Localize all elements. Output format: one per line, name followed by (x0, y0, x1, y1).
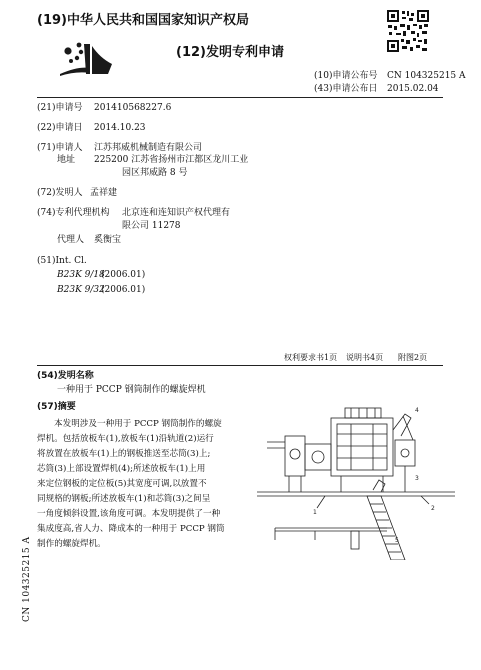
invention-title-label: (54)发明名称 (37, 371, 94, 381)
invention-title: 一种用于 PCCP 钢筒制作的螺旋焊机 (57, 385, 206, 395)
address-line-1: 225200 江苏省扬州市江都区龙川工业 (94, 155, 249, 165)
ipc-label: (51)Int. Cl. (37, 256, 87, 266)
abstract-line: 一角度倾斜设置,该角度可调。本发明提供了一种 (37, 509, 221, 519)
agency-line-1: 北京连和连知识产权代理有 (122, 208, 231, 218)
abstract-body (37, 417, 225, 552)
publication-date: 2015.02.04 (387, 84, 439, 94)
ipc-version-2: (2006.01) (101, 285, 146, 295)
abstract-line: 芯筒(3)上部设置焊机(4);所述放板车(1)上用 (37, 464, 206, 474)
description-pages: 说明书4页 (346, 353, 384, 362)
drawing-label: 2 (431, 505, 435, 512)
header-divider (37, 97, 443, 98)
office-name: (19)中华人民共和国国家知识产权局 (37, 13, 249, 28)
abstract-line: 同规格的钢板;所述放板车(1)和芯筒(3)之间呈 (37, 494, 211, 504)
document-kind: (12)发明专利申请 (176, 45, 284, 60)
drawings-pages: 附图2页 (398, 353, 428, 362)
ipc-code-1: B23K 9/18 (57, 270, 105, 280)
abstract-drawing (255, 400, 455, 560)
applicant-label: (71)申请人 (37, 143, 83, 153)
publication-number-label: (10)申请公布号 (314, 71, 378, 81)
inventor-label: (72)发明人 (37, 188, 83, 198)
inventor: 孟祥建 (90, 188, 118, 198)
filing-date: 2014.10.23 (94, 123, 146, 133)
abstract-line: 制作的螺旋焊机。 (37, 539, 106, 549)
drawing-label: 1 (313, 509, 317, 516)
publication-number: CN 104325215 A (387, 71, 466, 81)
ipc-code-2: B23K 9/32 (57, 285, 105, 295)
publication-date-label: (43)申请公布日 (314, 84, 378, 94)
drawing-label: 5 (395, 537, 399, 544)
agency-line-2: 限公司 11278 (122, 221, 181, 231)
abstract-label: (57)摘要 (37, 402, 76, 412)
abstract-line: 本发明涉及一种用于 PCCP 钢筒制作的螺旋 (54, 419, 222, 429)
address-label: 地址 (57, 155, 76, 165)
patent-office-emblem-icon (56, 40, 116, 78)
application-number: 201410568227.6 (94, 103, 172, 113)
application-number-label: (21)申请号 (37, 103, 83, 113)
filing-date-label: (22)申请日 (37, 123, 83, 133)
side-publication-number: CN 104325215 A (22, 536, 32, 622)
drawing-label: 3 (415, 475, 419, 482)
qr-code-icon (386, 9, 430, 53)
drawing-label: 4 (415, 407, 419, 414)
agent: 奚衡宝 (94, 235, 122, 245)
abstract-line: 集成度高,省人力、降成本的一种用于 PCCP 钢筒 (37, 524, 225, 534)
address-line-2: 园区邦威路 8 号 (122, 168, 188, 178)
claims-pages: 权利要求书1页 (284, 353, 338, 362)
abstract-line: 将放置在放板车(1)上的钢板推送至芯筒(3)上; (37, 449, 211, 459)
agent-label: 代理人 (57, 235, 85, 245)
applicant: 江苏邦威机械制造有限公司 (94, 143, 203, 153)
abstract-line: 焊机。包括放板车(1),放板车(1)沿轨道(2)运行 (37, 434, 214, 444)
agency-label: (74)专利代理机构 (37, 208, 110, 218)
ipc-version-1: (2006.01) (101, 270, 146, 280)
counts-divider (37, 365, 443, 366)
abstract-line: 来定位钢板的定位板(5)其宽度可调,以放置不 (37, 479, 207, 489)
